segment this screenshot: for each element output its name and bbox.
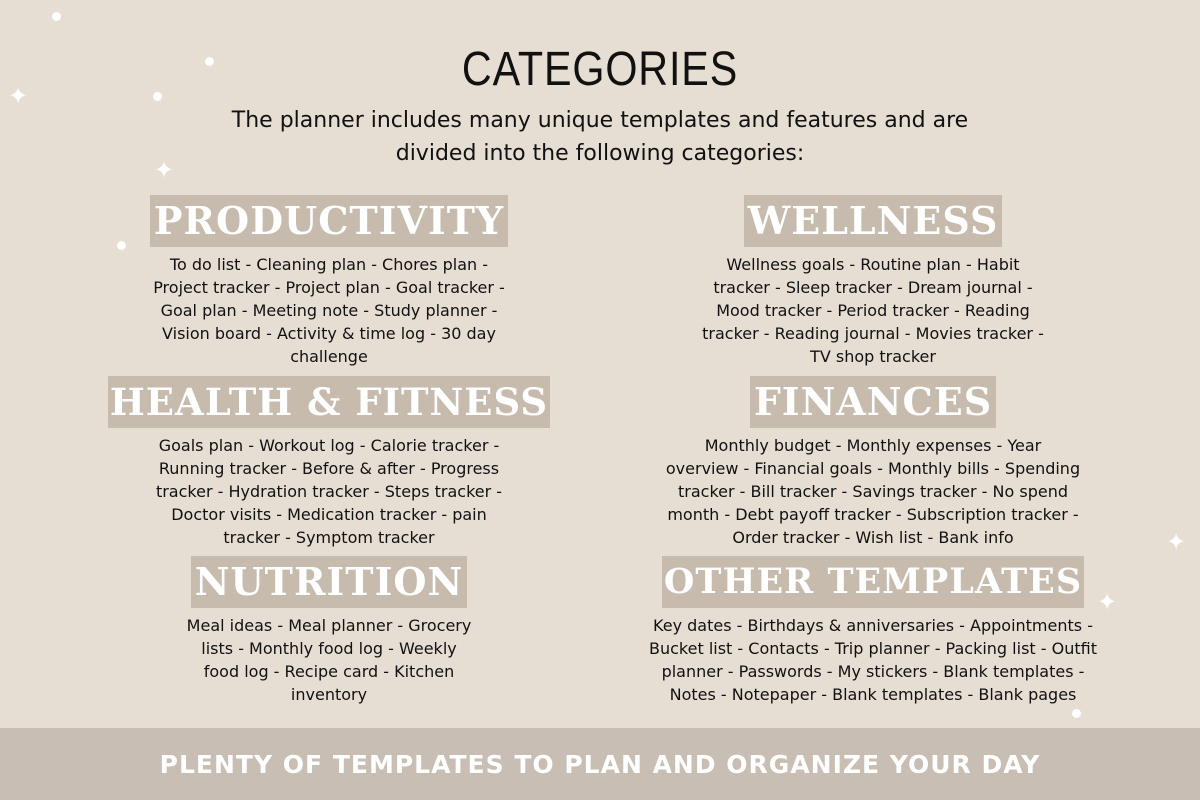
list-line: challenge [290,347,368,366]
section-heading: OTHER TEMPLATES [662,556,1084,608]
list-line: Vision board - Activity & time log - 30 day [162,324,496,343]
list-line: lists - Monthly food log - Weekly [201,639,457,658]
list-line: Wellness goals - Routine plan - Habit [726,255,1020,274]
section-productivity [49,195,609,368]
list-line: To do list - Cleaning plan - Chores plan - [169,255,489,274]
list-line: tracker - Reading journal - Movies tracker - [702,324,1044,343]
list-line: Order tracker - Wish list - Bank info [732,528,1014,547]
list-line: tracker - Bill tracker - Savings tracker - No spend [677,482,1068,501]
intro-line: The planner includes many unique templates and features and are [231,108,969,133]
section-other-templates [593,556,1153,706]
list-line: Bucket list - Contacts - Trip planner - Packing list - Outfit [649,639,1097,658]
star-icon: ✦ [154,156,175,184]
star-icon: ✦ [8,82,29,110]
list-line: tracker - Symptom tracker [223,528,435,547]
list-line: overview - Financial goals - Monthly bills - Spending [665,459,1081,478]
section-heading: HEALTH & FITNESS [108,376,550,428]
page-title: CATEGORIES [461,43,739,96]
list-line: food log - Recipe card - Kitchen [203,662,455,681]
decor-dot [1072,709,1081,718]
list-line: Doctor visits - Medication tracker - pain [171,505,487,524]
list-line: Goals plan - Workout log - Calorie tracker - [158,436,500,455]
section-nutrition [49,556,609,706]
star-icon: ✦ [1097,588,1118,616]
section-heading: FINANCES [750,376,996,428]
list-line: TV shop tracker [810,347,936,366]
list-line: inventory [290,685,368,704]
section-list [593,253,1153,368]
list-line: planner - Passwords - My stickers - Blank templates - [661,662,1085,681]
footer-text: PLENTY OF TEMPLATES TO PLAN AND ORGANIZE YOUR DAY [159,749,1041,779]
list-line: tracker - Sleep tracker - Dream journal - [713,278,1033,297]
list-line: Goal plan - Meeting note - Study planner - [160,301,498,320]
section-list [593,434,1153,549]
intro-text [200,104,1000,170]
section-wellness [593,195,1153,368]
section-list [49,614,609,706]
list-line: Meal ideas - Meal planner - Grocery [186,616,472,635]
list-line: Monthly budget - Monthly expenses - Year [704,436,1042,455]
section-heading: NUTRITION [191,556,467,608]
decor-dot [52,12,61,21]
star-icon: ✦ [1166,528,1187,556]
footer-banner [0,728,1200,800]
section-list [49,434,609,549]
list-line: Running tracker - Before & after - Progress [158,459,500,478]
intro-line: divided into the following categories: [395,141,805,166]
section-list [49,253,609,368]
list-line: Key dates - Birthdays & anniversaries - Appointments - [653,616,1093,635]
list-line: Notes - Notepaper - Blank templates - Blank pages [669,685,1077,704]
section-health-fitness [49,376,609,549]
section-heading: WELLNESS [744,195,1003,247]
list-line: month - Debt payoff tracker - Subscription tracker - [667,505,1079,524]
list-line: Project tracker - Project plan - Goal tracker - [153,278,505,297]
list-line: tracker - Hydration tracker - Steps tracker - [155,482,503,501]
section-heading: PRODUCTIVITY [150,195,508,247]
list-line: Mood tracker - Period tracker - Reading [716,301,1030,320]
section-finances [593,376,1153,549]
section-list [593,614,1153,706]
